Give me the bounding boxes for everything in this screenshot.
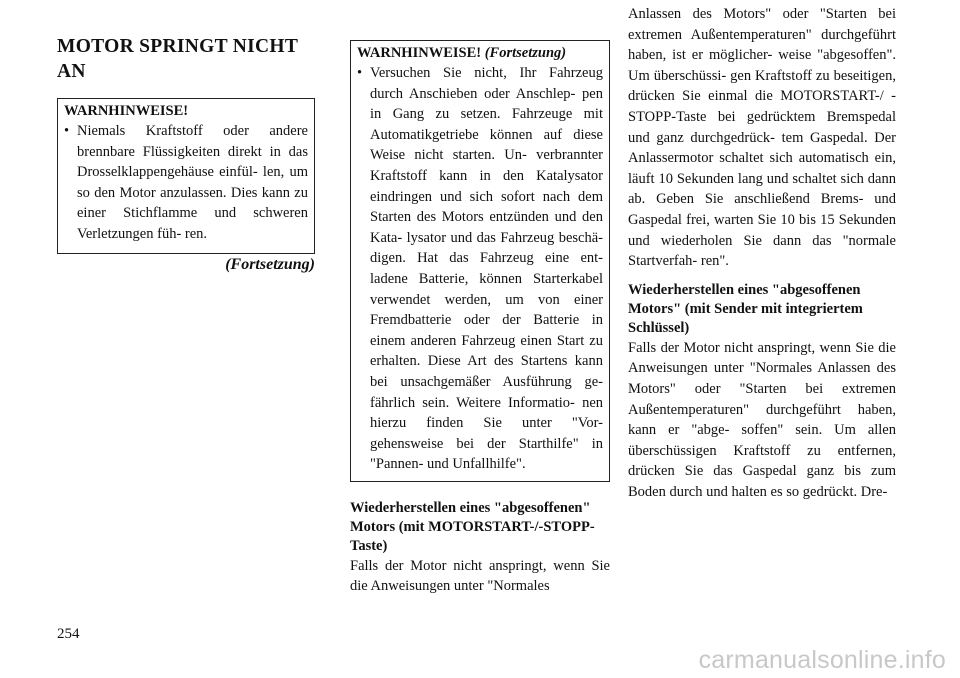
subsection-heading: Wiederherstellen eines "abgesoffenen" Motors (mit MOTORSTART-/-STOPP-Taste): [350, 499, 595, 554]
watermark: carmanualsonline.info: [698, 646, 946, 674]
page-number: 254: [57, 626, 80, 642]
warning-bullet: • Niemals Kraftstoff oder andere brennbare Flüssigkeiten direkt in das Drosselklappengehäuse einfül- len, um so den Motor anzulassen. Dies kann zu einer Stichflamme und schweren Verletzungen füh- ren.: [64, 121, 308, 245]
body-paragraph: Anlassen des Motors" oder "Starten bei extremen Außentemperaturen" durchgeführt haben, ist er möglicher- weise "abgesoffen". Um überschüssi- gen Kraftstoff zu beseitigen, drücken Sie einmal die MOTORSTART-/ -STOPP-Taste bei gedrücktem Bremspedal und ganz durchgedrück- tem Gaspedal. Der Anlassermotor schaltet sich automatisch ein, läuft 10 Sekunden lang und schaltet sich dann ab. Geben Sie anschließend Brems- und Gaspedal frei, warten Sie 10 bis 15 Sekunden und wiederholen Sie dann das "normale Startverfah- ren".: [628, 6, 896, 270]
warning-heading: [357, 44, 603, 63]
warning-box-continued: [350, 40, 610, 482]
right-column: [628, 4, 896, 502]
warning-heading-label: WARNHINWEISE!: [357, 45, 482, 61]
warning-box: [57, 98, 315, 254]
middle-column: [350, 40, 610, 597]
warning-heading: WARNHINWEISE!: [64, 103, 189, 119]
left-column: [57, 34, 315, 274]
warning-bullet: • Versuchen Sie nicht, Ihr Fahrzeug durch Anschieben oder Anschlep- pen in Gang zu setzen. Fahrzeuge mit Automatikgetriebe können auf diese Weise nicht starten. Un- verbrannter Kraftstoff kann in den Katalysator eindringen und sich sofort nach dem Starten des Motors entzünden und den Kata- lysator und das Fahrzeug beschä- digen. Hat das Fahrzeug eine ent- ladene Batterie, können Starterkabel verwendet werden, um von einer Fremdbatterie oder der Batterie in einem anderen Fahrzeug einen Start zu erhalten. Diese Art des Startens kann bei unsachgemäßer Ausführung ge- fährlich sein. Weitere Informatio- nen hierzu finden Sie unter "Vor- gehensweise bei der Starthilfe" in "Pannen- und Unfallhilfe".: [357, 63, 603, 475]
subsection-heading: Wiederherstellen eines "abgesoffenen Motors" (mit Sender mit integriertem Schlüssel): [628, 281, 863, 336]
continued-label: (Fortsetzung): [225, 255, 315, 273]
body-paragraph: Falls der Motor nicht anspringt, wenn Sie die Anweisungen unter "Normales: [350, 557, 610, 595]
section-title: MOTOR SPRINGT NICHT AN: [57, 36, 298, 82]
warning-continued-tag: (Fortsetzung): [484, 45, 567, 61]
body-paragraph: Falls der Motor nicht anspringt, wenn Sie die Anweisungen unter "Normales Anlassen des Motors" oder "Starten bei extremen Außentemperaturen" durchgeführt haben, kann er "abge- soffen" sein. Um allen überschüssigen Kraftstoff zu entfernen, drücken Sie das Gaspedal ganz bis zum Boden durch und halten es so gedrückt. Dre-: [628, 339, 896, 500]
